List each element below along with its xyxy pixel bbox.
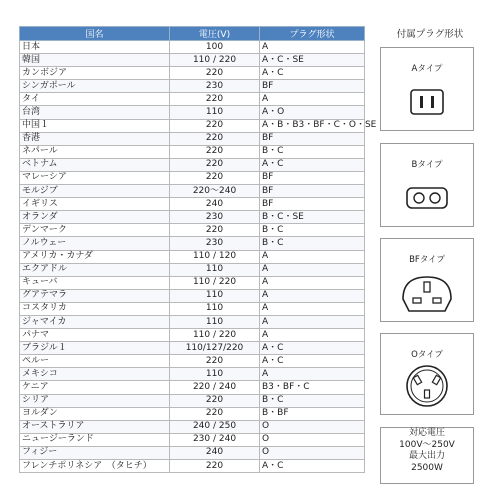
country-cell: ニュージーランド <box>20 433 170 446</box>
voltage-cell: 220 <box>170 93 260 106</box>
voltage-cell: 220 <box>170 394 260 407</box>
country-cell: ジャマイカ <box>20 315 170 328</box>
country-cell: アメリカ・カナダ <box>20 250 170 263</box>
country-cell: 韓国 <box>20 54 170 67</box>
table-row <box>20 433 365 446</box>
plug-type-cell: A・C <box>260 67 365 80</box>
table-row <box>20 158 365 171</box>
country-cell: グアテマラ <box>20 289 170 302</box>
table-row <box>20 67 365 80</box>
table-row <box>20 342 365 355</box>
plug-type-cell: A・C <box>260 355 365 368</box>
plug-type-cell: BF <box>260 185 365 198</box>
table-row <box>20 368 365 381</box>
table-row <box>20 93 365 106</box>
voltage-cell: 220 <box>170 119 260 132</box>
voltage-cell: 110 / 220 <box>170 329 260 342</box>
table-row <box>20 119 365 132</box>
plug-type-cell: BF <box>260 132 365 145</box>
table-row <box>20 198 365 211</box>
plug-type-cell: A・C <box>260 158 365 171</box>
country-cell: タイ <box>20 93 170 106</box>
country-cell: ノルウェー <box>20 237 170 250</box>
plug-type-cell: A <box>260 276 365 289</box>
plug-type-b-card <box>380 143 474 227</box>
voltage-cell: 240 <box>170 446 260 459</box>
table-row <box>20 80 365 93</box>
plug-type-cell: A <box>260 41 365 54</box>
voltage-cell: 220 <box>170 355 260 368</box>
plug-type-cell: A <box>260 302 365 315</box>
country-cell: シリア <box>20 394 170 407</box>
country-cell: ヨルダン <box>20 407 170 420</box>
voltage-cell: 240 <box>170 198 260 211</box>
country-cell: オーストラリア <box>20 420 170 433</box>
country-cell: ブラジル１ <box>20 342 170 355</box>
country-cell: ペルー <box>20 355 170 368</box>
plug-type-cell: A <box>260 289 365 302</box>
plug-type-cell: B・C・SE <box>260 211 365 224</box>
voltage-cell: 220 <box>170 171 260 184</box>
voltage-cell: 220 <box>170 145 260 158</box>
voltage-cell: 110 <box>170 315 260 328</box>
voltage-cell: 240 / 250 <box>170 420 260 433</box>
country-cell: ベトナム <box>20 158 170 171</box>
table-row <box>20 250 365 263</box>
plug-type-cell: A <box>260 329 365 342</box>
table-row <box>20 394 365 407</box>
plug-type-cell: A <box>260 263 365 276</box>
country-cell: デンマーク <box>20 224 170 237</box>
panel-title: 付属プラグ形状 <box>396 29 464 40</box>
plug-type-bf-label: BFタイプ <box>409 255 445 265</box>
voltage-cell: 110 / 220 <box>170 276 260 289</box>
plug-type-cell: O <box>260 446 365 459</box>
country-cell: 台湾 <box>20 106 170 119</box>
plug-type-cell: A <box>260 315 365 328</box>
plug-type-cell: A・C <box>260 342 365 355</box>
plug-type-o-label: Oタイプ <box>411 350 443 360</box>
plug-type-b-label: Bタイプ <box>411 160 443 170</box>
country-cell: イギリス <box>20 198 170 211</box>
voltage-cell: 220 <box>170 224 260 237</box>
plug-b-icon <box>381 182 473 214</box>
country-cell: カンボジア <box>20 67 170 80</box>
table-row <box>20 289 365 302</box>
table-row <box>20 171 365 184</box>
table-row <box>20 355 365 368</box>
spec-power-value: 2500W <box>411 462 443 473</box>
voltage-cell: 220 <box>170 67 260 80</box>
plug-type-cell: B・C <box>260 237 365 250</box>
plug-type-cell: B・C <box>260 145 365 158</box>
spec-box <box>380 427 474 484</box>
table-row <box>20 446 365 459</box>
voltage-cell: 100 <box>170 41 260 54</box>
plug-type-cell: A <box>260 93 365 106</box>
plug-type-cell: O <box>260 420 365 433</box>
plug-o-icon <box>381 362 473 410</box>
voltage-cell: 230 <box>170 237 260 250</box>
voltage-cell: 110 <box>170 263 260 276</box>
country-cell: エクアドル <box>20 263 170 276</box>
table-row <box>20 211 365 224</box>
table-row <box>20 224 365 237</box>
voltage-cell: 110 <box>170 302 260 315</box>
table-row <box>20 132 365 145</box>
plug-type-cell: BF <box>260 171 365 184</box>
plug-type-a-card <box>380 47 474 131</box>
header-plug-type: プラグ形状 <box>260 27 365 41</box>
country-cell: マレーシア <box>20 171 170 184</box>
plug-type-cell: A <box>260 250 365 263</box>
plug-type-cell: B3・BF・C <box>260 381 365 394</box>
plug-type-cell: A・O <box>260 106 365 119</box>
table-row <box>20 302 365 315</box>
plug-type-cell: B・C <box>260 224 365 237</box>
table-row <box>20 381 365 394</box>
voltage-cell: 110 <box>170 106 260 119</box>
plug-type-cell: B・C <box>260 394 365 407</box>
country-cell: シンガポール <box>20 80 170 93</box>
country-cell: 中国１ <box>20 119 170 132</box>
table-row <box>20 460 365 473</box>
plug-a-icon <box>381 86 473 118</box>
voltage-cell: 220 <box>170 407 260 420</box>
table-row <box>20 145 365 158</box>
plug-type-cell: BF <box>260 198 365 211</box>
voltage-cell: 220 <box>170 132 260 145</box>
country-cell: キューバ <box>20 276 170 289</box>
spec-power-heading: 最大出力 <box>408 451 445 461</box>
plug-type-a-label: Aタイプ <box>411 64 443 74</box>
plug-type-cell: A <box>260 368 365 381</box>
spec-voltage-heading: 対応電圧 <box>408 428 445 438</box>
voltage-cell: 110 <box>170 368 260 381</box>
header-country: 国名 <box>20 27 170 41</box>
plug-bf-icon <box>381 269 473 317</box>
table-row <box>20 185 365 198</box>
plug-type-o-card <box>380 333 474 415</box>
country-voltage-table <box>19 26 377 473</box>
plug-type-cell: BF <box>260 80 365 93</box>
plug-type-cell: A・B・B3・BF・C・O・SE <box>260 119 365 132</box>
plug-type-cell: A・C <box>260 460 365 473</box>
plug-type-cell: B・BF <box>260 407 365 420</box>
table-row <box>20 263 365 276</box>
voltage-cell: 220 / 240 <box>170 381 260 394</box>
country-cell: パナマ <box>20 329 170 342</box>
table-row <box>20 315 365 328</box>
country-cell: ネパール <box>20 145 170 158</box>
country-cell: 香港 <box>20 132 170 145</box>
table-row <box>20 237 365 250</box>
voltage-cell: 220 <box>170 158 260 171</box>
plug-type-cell: A・C・SE <box>260 54 365 67</box>
voltage-cell: 230 / 240 <box>170 433 260 446</box>
voltage-cell: 220 <box>170 460 260 473</box>
plug-type-cell: O <box>260 433 365 446</box>
plug-type-bf-card <box>380 238 474 322</box>
voltage-cell: 110 <box>170 289 260 302</box>
country-cell: オランダ <box>20 211 170 224</box>
country-cell: コスタリカ <box>20 302 170 315</box>
table-header-row <box>20 27 365 41</box>
table-row <box>20 276 365 289</box>
voltage-cell: 230 <box>170 211 260 224</box>
table-row <box>20 41 365 54</box>
table-row <box>20 407 365 420</box>
header-voltage: 電圧(V) <box>170 27 260 41</box>
country-cell: フィジー <box>20 446 170 459</box>
spec-voltage-value: 100V〜250V <box>399 439 455 450</box>
country-cell: 日本 <box>20 41 170 54</box>
voltage-cell: 110 / 120 <box>170 250 260 263</box>
country-cell: モルジブ <box>20 185 170 198</box>
country-cell: ケニア <box>20 381 170 394</box>
table-row <box>20 54 365 67</box>
table-row <box>20 420 365 433</box>
voltage-cell: 230 <box>170 80 260 93</box>
country-cell: メキシコ <box>20 368 170 381</box>
table-row <box>20 106 365 119</box>
voltage-cell: 110/127/220 <box>170 342 260 355</box>
country-cell: フレンチポリネシア （タヒチ） <box>20 460 170 473</box>
table-row <box>20 329 365 342</box>
voltage-cell: 220〜240 <box>170 185 260 198</box>
voltage-cell: 110 / 220 <box>170 54 260 67</box>
